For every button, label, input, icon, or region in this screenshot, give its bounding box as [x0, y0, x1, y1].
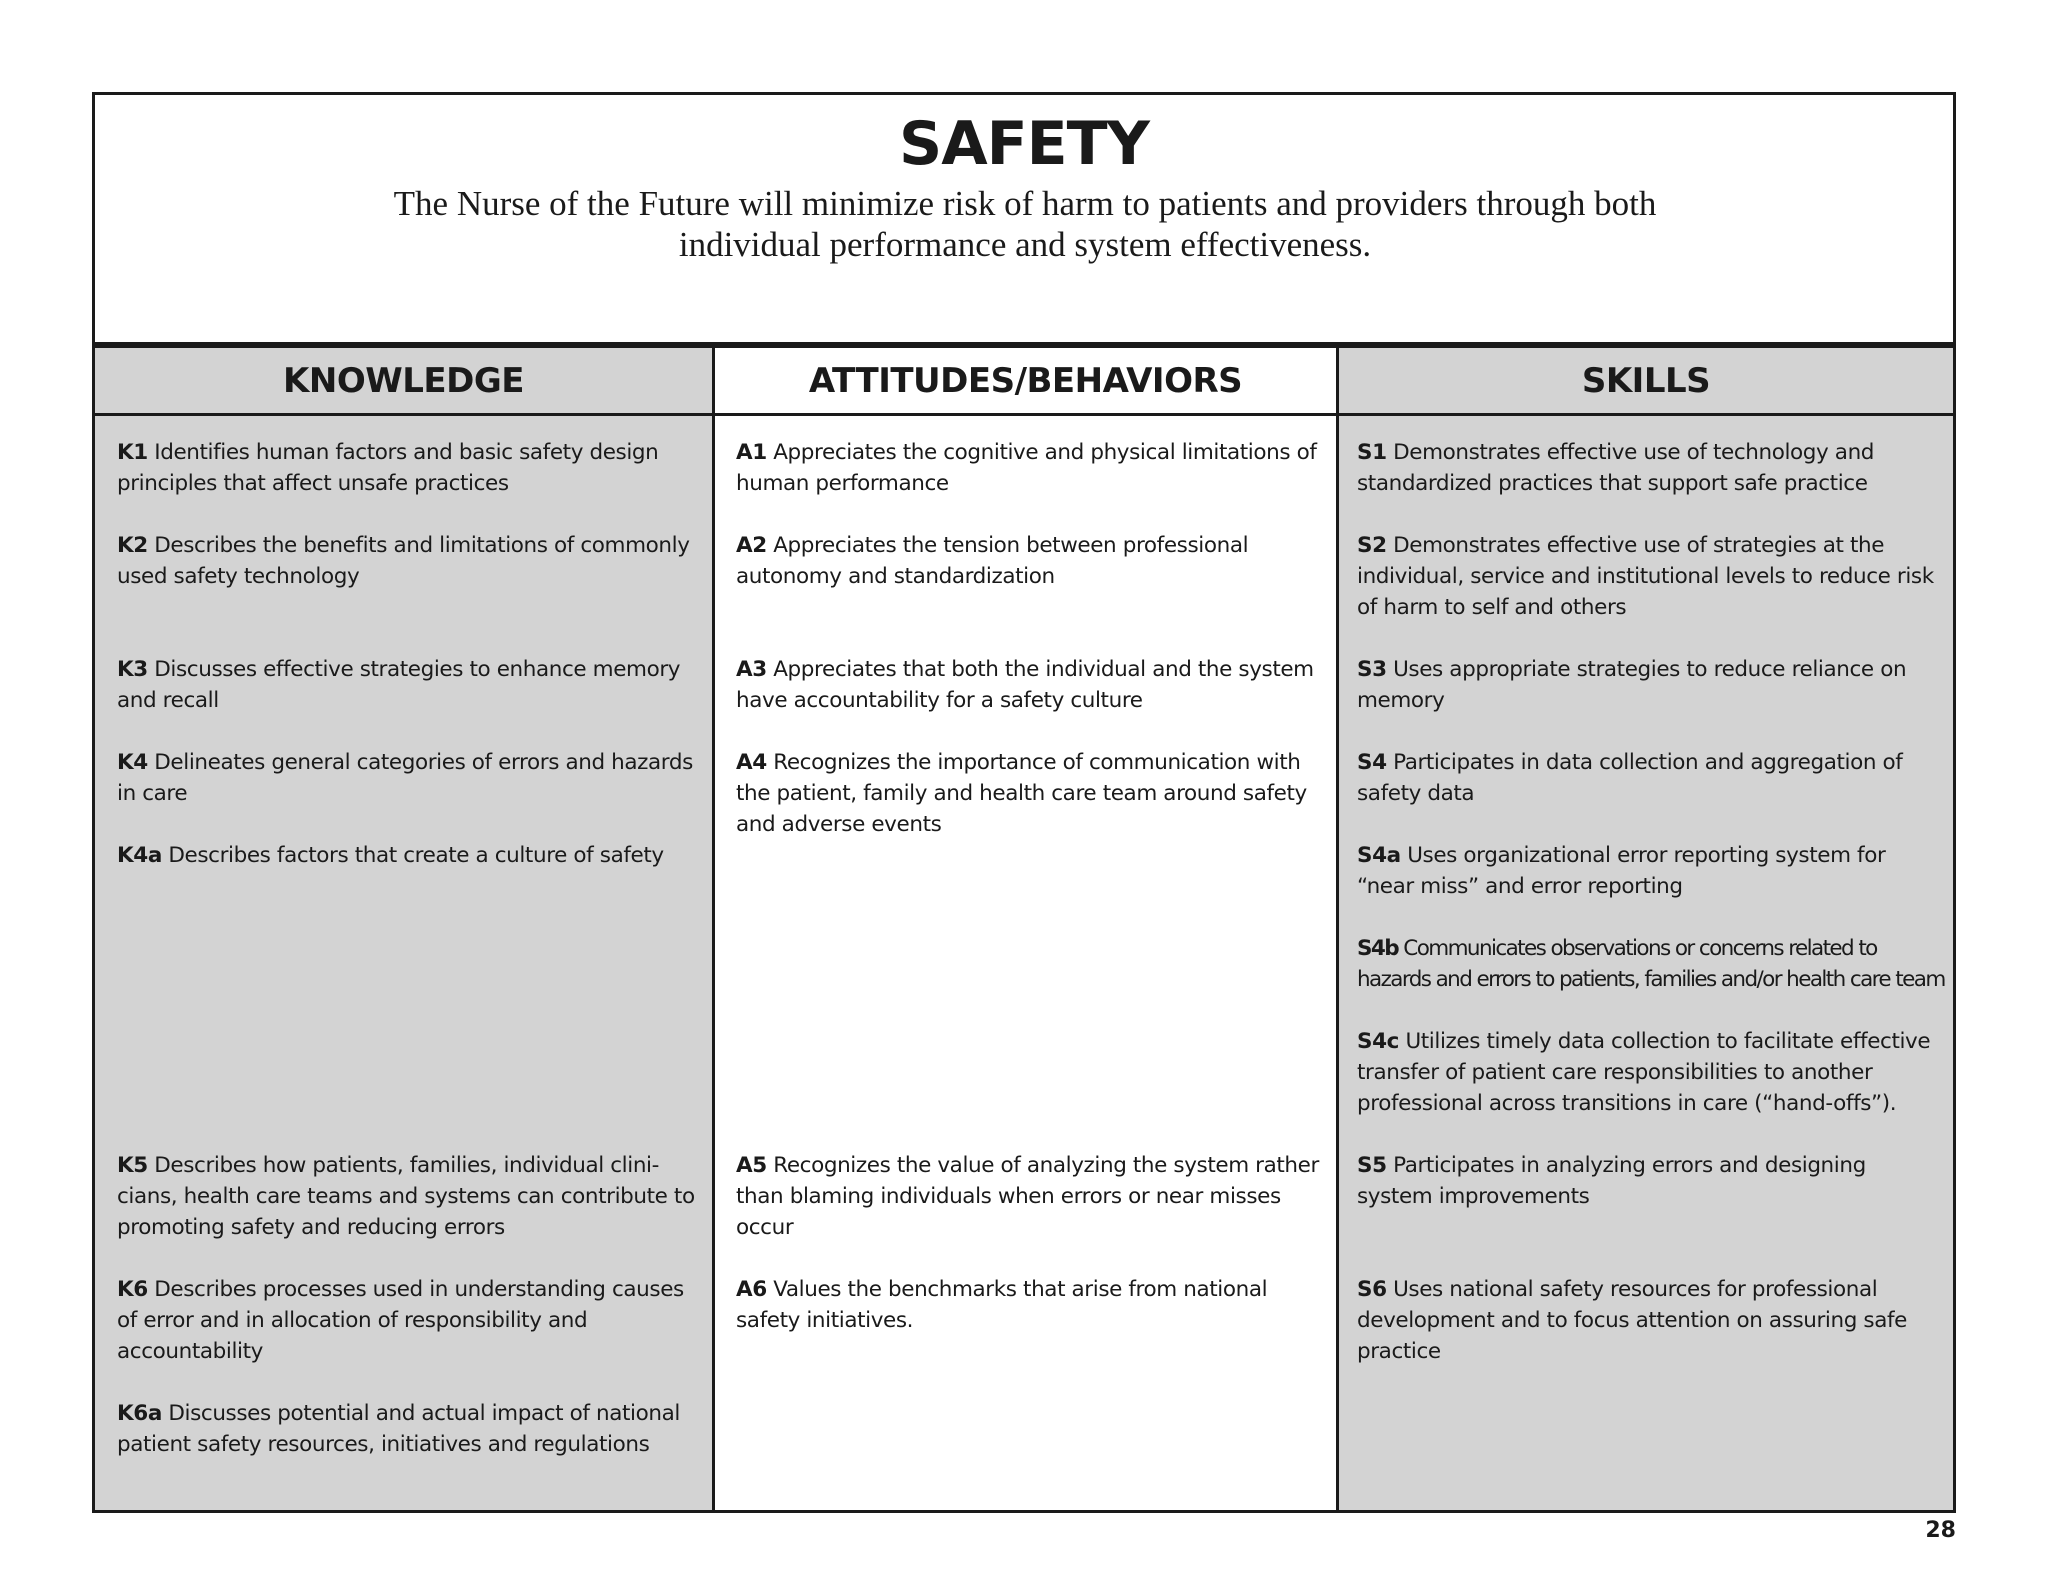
- item-code: A1: [736, 440, 767, 465]
- list-item: [736, 437, 1321, 499]
- list-item: [736, 1274, 1321, 1336]
- skills-heading: SKILLS: [1339, 348, 1953, 416]
- safety-table: [92, 92, 1956, 1513]
- item-code: S2: [1357, 533, 1387, 558]
- item-text: Utilizes timely data collection to facilitate effective transfer of patient care responsibilities to another professional across transitions in care (“hand-offs”).: [1357, 1029, 1931, 1116]
- list-item: [736, 530, 1321, 592]
- list-item: [1357, 1026, 1945, 1119]
- item-text: Communicates observations or concerns related to hazards and errors to patients, families and/or health care team: [1357, 936, 1945, 992]
- item-code: K2: [117, 533, 148, 558]
- knowledge-heading: KNOWLEDGE: [95, 348, 712, 416]
- item-text: Values the benchmarks that arise from national safety initiatives.: [736, 1277, 1268, 1333]
- list-item: [1357, 1150, 1945, 1212]
- item-text: Recognizes the importance of communication with the patient, family and health care team around safety and adverse events: [736, 750, 1307, 837]
- item-code: S4: [1357, 750, 1387, 775]
- list-item: [117, 840, 702, 871]
- item-text: Describes how patients, families, individual clini-cians, health care teams and systems can contribute to promoting safety and reducing errors: [117, 1153, 695, 1240]
- page-number: 28: [1925, 1518, 1956, 1543]
- list-item: [1357, 437, 1945, 499]
- item-code: K4: [117, 750, 148, 775]
- page-title: SAFETY: [899, 109, 1149, 179]
- item-code: K6a: [117, 1401, 162, 1426]
- item-code: S4a: [1357, 843, 1401, 868]
- item-text: Participates in data collection and aggregation of safety data: [1357, 750, 1903, 806]
- item-code: S3: [1357, 657, 1387, 682]
- item-text: Recognizes the value of analyzing the system rather than blaming individuals when errors or near misses occur: [736, 1153, 1319, 1240]
- item-code: K5: [117, 1153, 148, 1178]
- list-item: [1357, 840, 1945, 902]
- item-text: Describes factors that create a culture of safety: [168, 843, 664, 868]
- item-text: Demonstrates effective use of strategies at the individual, service and institutional levels to reduce risk of harm to self and others: [1357, 533, 1934, 620]
- item-text: Demonstrates effective use of technology and standardized practices that support safe practice: [1357, 440, 1875, 496]
- item-text: Participates in analyzing errors and designing system improvements: [1357, 1153, 1866, 1209]
- item-code: A2: [736, 533, 767, 558]
- item-code: S5: [1357, 1153, 1387, 1178]
- item-text: Delineates general categories of errors and hazards in care: [117, 750, 693, 806]
- item-code: S4b: [1357, 936, 1399, 961]
- list-item: [736, 654, 1321, 716]
- list-item: [736, 1150, 1321, 1243]
- item-code: K3: [117, 657, 148, 682]
- list-item: [117, 1398, 702, 1460]
- item-code: A5: [736, 1153, 767, 1178]
- item-text: Describes processes used in understanding causes of error and in allocation of responsibility and accountability: [117, 1277, 684, 1364]
- item-text: Appreciates the tension between professional autonomy and standardization: [736, 533, 1249, 589]
- item-code: A6: [736, 1277, 767, 1302]
- item-text: Uses organizational error reporting system for “near miss” and error reporting: [1357, 843, 1886, 899]
- attitudes-heading: ATTITUDES/BEHAVIORS: [715, 348, 1336, 416]
- item-code: K4a: [117, 843, 162, 868]
- knowledge-column: [95, 348, 712, 1510]
- attitudes-column: [715, 348, 1336, 1510]
- header-section: [95, 95, 1953, 345]
- list-item: [736, 747, 1321, 840]
- list-item: [1357, 1274, 1945, 1367]
- item-text: Discusses potential and actual impact of national patient safety resources, initiatives and regulations: [117, 1401, 680, 1457]
- item-code: K6: [117, 1277, 148, 1302]
- item-code: A3: [736, 657, 767, 682]
- item-code: S6: [1357, 1277, 1387, 1302]
- list-item: [1357, 747, 1945, 809]
- list-item: [1357, 654, 1945, 716]
- item-text: Identifies human factors and basic safety design principles that affect unsafe practices: [117, 440, 659, 496]
- item-code: S4c: [1357, 1029, 1399, 1054]
- list-item: [117, 747, 702, 809]
- item-text: Uses national safety resources for professional development and to focus attention on assuring safe practice: [1357, 1277, 1907, 1364]
- skills-column: [1339, 348, 1953, 1510]
- item-text: Appreciates the cognitive and physical limitations of human performance: [736, 440, 1317, 496]
- item-text: Discusses effective strategies to enhance memory and recall: [117, 657, 681, 713]
- list-item: [117, 1274, 702, 1367]
- item-text: Uses appropriate strategies to reduce reliance on memory: [1357, 657, 1907, 713]
- item-code: S1: [1357, 440, 1387, 465]
- list-item: [117, 530, 702, 592]
- page-subtitle: The Nurse of the Future will minimize risk of harm to patients and providers through both individual performance and system effectiveness.: [393, 184, 1657, 264]
- list-item: [117, 654, 702, 716]
- list-item: [1357, 530, 1945, 623]
- list-item: [1357, 933, 1945, 995]
- item-code: A4: [736, 750, 767, 775]
- item-text: Appreciates that both the individual and the system have accountability for a safety culture: [736, 657, 1314, 713]
- list-item: [117, 437, 702, 499]
- list-item: [117, 1150, 702, 1243]
- item-text: Describes the benefits and limitations of commonly used safety technology: [117, 533, 690, 589]
- item-code: K1: [117, 440, 148, 465]
